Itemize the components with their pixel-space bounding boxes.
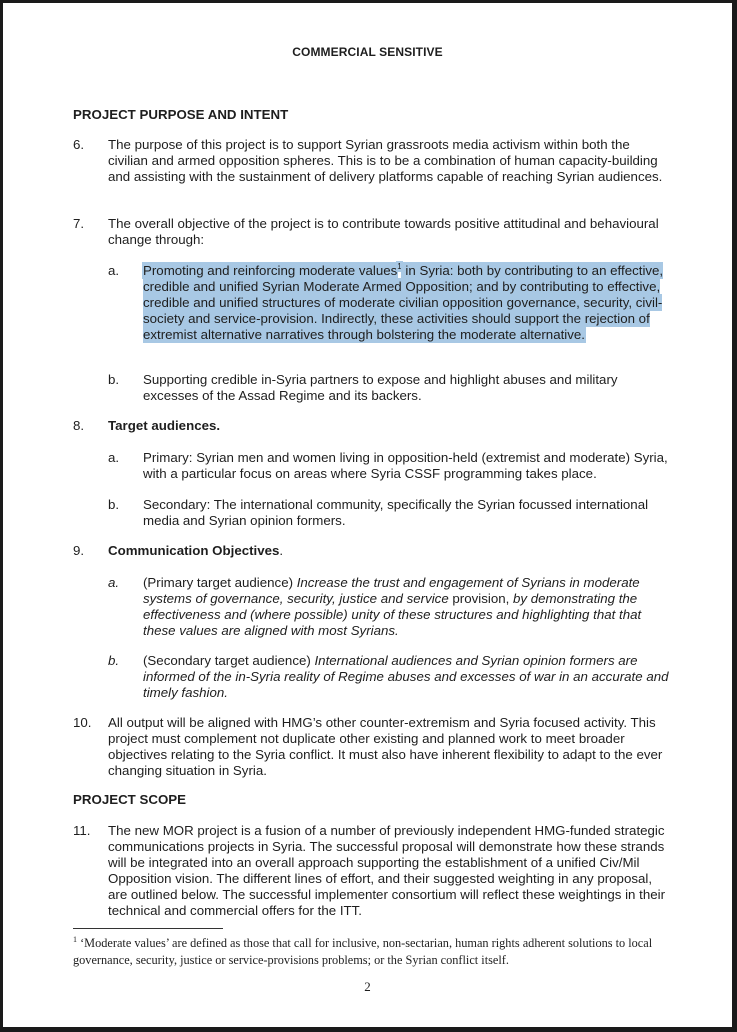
document-page — [3, 3, 732, 1027]
page-number: 2 — [364, 979, 371, 994]
paragraph-9b — [108, 653, 673, 701]
paragraph-number: 10. — [73, 715, 92, 730]
footnote — [73, 935, 713, 969]
paragraph-7b — [108, 372, 673, 404]
paragraph-11 — [73, 823, 673, 919]
paragraph-8 — [73, 418, 673, 434]
section-heading-purpose: PROJECT PURPOSE AND INTENT — [73, 107, 289, 122]
section-heading-scope: PROJECT SCOPE — [73, 792, 187, 807]
objective-text: Increase the trust and engagement of Syrians in moderate systems of governance, security, justice and service — [143, 575, 640, 606]
footnote-text: ‘Moderate values’ are defined as those that call for inclusive, non-sectarian, human rights adherent solutions to local governance, security, justice or service-provisions problems; or the Syrian conflict itself. — [73, 936, 653, 967]
paragraph-text: The new MOR project is a fusion of a number of previously independent HMG-funded strategic communications projects in Syria. The successful proposal will demonstrate how these strands will be integrated into an overall approach supporting the establishment of a unified Civ/Mil Opposition vision. The different lines of effort, and their suggested weighting in any proposal, are outlined below. The successful implementer consortium will reflect these weightings in their technical and commercial offers for the ITT. — [108, 823, 666, 918]
footnote-separator — [73, 928, 223, 929]
objective-text: International audiences and Syrian opinion formers are informed of the in-Syria reality of Regime abuses and excesses of war in an accurate and timely fashion. — [143, 653, 669, 700]
title-suffix: . — [279, 543, 284, 558]
subparagraph-letter: b. — [108, 372, 120, 387]
paragraph-number: 9. — [73, 543, 85, 558]
paragraph-title: Target audiences. — [108, 418, 221, 433]
audience-lead: (Secondary target audience) — [143, 653, 315, 668]
paragraph-9a — [108, 575, 673, 639]
highlighted-text-selection[interactable] — [143, 263, 673, 343]
text-before: Promoting and reinforcing moderate — [143, 263, 359, 278]
paragraph-number: 7. — [73, 216, 85, 231]
paragraph-7a — [108, 263, 673, 343]
footnote-number: 1 — [73, 935, 77, 944]
paragraph-10 — [73, 715, 673, 779]
audience-lead: (Primary target audience) — [143, 575, 297, 590]
paragraph-8a — [108, 450, 673, 482]
paragraph-text: The purpose of this project is to support Syrian grassroots media activism within both the civilian and armed opposition spheres. This is to be a combination of human capacity-building and assisting with the sustainment of delivery platforms capable of reaching Syrian audiences. — [108, 137, 663, 184]
highlight-word: values — [358, 263, 398, 278]
classification-header: COMMERCIAL SENSITIVE — [292, 45, 443, 59]
footnote-reference[interactable]: 1 — [397, 262, 402, 271]
subparagraph-text: Primary: Syrian men and women living in opposition-held (extremist and moderate) Syria, with a particular focus on areas where Syria CSSF programming takes place. — [143, 450, 668, 481]
subparagraph-letter: b. — [108, 653, 120, 668]
objective-plain: provision, — [448, 591, 514, 606]
subparagraph-text: Secondary: The international community, specifically the Syrian focussed international media and Syrian opinion formers. — [143, 497, 649, 528]
objective-text-cont: by demonstrating the effectiveness and (where possible) unity of these structures and highlighting that that these values are aligned with most Syrians. — [143, 591, 642, 638]
subparagraph-text: Supporting credible in-Syria partners to expose and highlight abuses and military excesses of the Assad Regime and its backers. — [143, 372, 618, 403]
paragraph-7 — [73, 216, 673, 248]
paragraph-number: 11. — [73, 823, 91, 838]
subparagraph-letter: a. — [108, 263, 120, 278]
paragraph-number: 6. — [73, 137, 85, 152]
text-after: in Syria: both by contributing to an effective, credible and unified Syrian Moderate Armed Opposition; and by contributing to effective, credible and unified structures of moderate civilian opposition governance, security, civil-society and service-provision. Indirectly, these activities should support the rejection of extremist alternative narratives through bolstering the moderate alternative. — [143, 263, 664, 342]
subparagraph-letter: a. — [108, 450, 120, 465]
subparagraph-letter: a. — [108, 575, 120, 590]
paragraph-text: The overall objective of the project is to contribute towards positive attitudinal and behavioural change through: — [108, 216, 659, 247]
paragraph-6 — [73, 137, 673, 185]
paragraph-title: Communication Objectives — [108, 543, 280, 558]
paragraph-text: All output will be aligned with HMG’s other counter-extremism and Syria focused activity. This project must complement not duplicate other existing and planned work to meet broader objectives relating to the Syria conflict. It must also have inherent flexibility to adapt to the ever changing situation in Syria. — [108, 715, 663, 778]
subparagraph-letter: b. — [108, 497, 120, 512]
paragraph-number: 8. — [73, 418, 85, 433]
paragraph-9 — [73, 543, 673, 559]
paragraph-8b — [108, 497, 673, 529]
